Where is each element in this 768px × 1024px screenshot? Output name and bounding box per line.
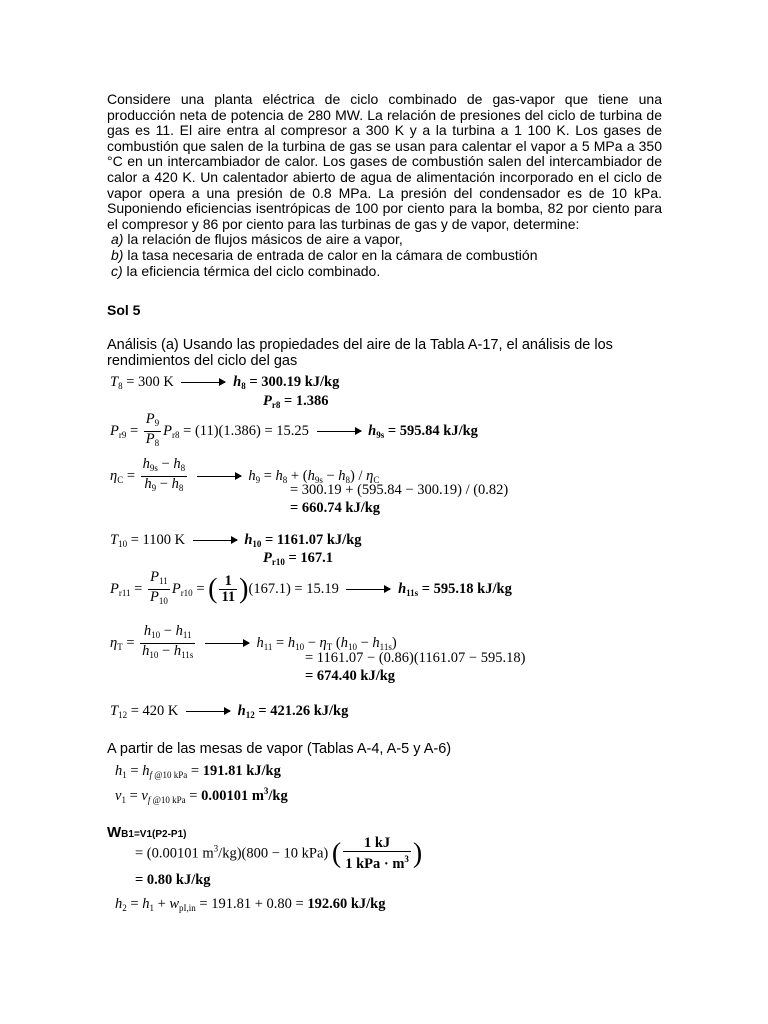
equation-h9-calc: = 300.19 + (595.84 − 300.19) / (0.82)	[290, 482, 509, 498]
problem-item-a: a) la relación de flujos másicos de aire a vapor,	[111, 231, 403, 248]
equation-h1: $h_1 = h_{f @10 kPa} = 191.81$ kJ/kg	[115, 763, 281, 780]
equation-t8: $T_8 = 300$ K $h_8 = 300.19$ kJ/kg	[110, 374, 340, 391]
equation-h9-result: = 660.74 kJ/kg	[290, 500, 381, 516]
equation-pr8: $P_{r8} = 1.386$	[263, 393, 329, 410]
problem-paragraph: Considere una planta eléctrica de ciclo combinado de gas-vapor que tiene una producción neta de potencia de 280 MW. La relación de presiones del ciclo de turbina de gas es 11. El aire entra al compresor a 300 K y a la turbina a 1 100 K. Los gases de combustión que salen de la turbina de gas se usan para calentar el vapor a 5 MPa a 350 °C en un intercambiador de calor. Los gases de combustión salen del intercambiador de calor a 420 K. Un calentador abierto de agua de alimentación incorporado en el ciclo de vapor opera a una presión de 0.8 MPa. La presión del condensador es de 10 kPa. Suponiendo eficiencias isentrópicas de 100 por ciento para la bomba, 82 por ciento para el compresor y 86 por ciento para las turbinas de gas y de vapor, determine:	[107, 91, 662, 232]
equation-pr9: $P_{r9}$ = $\frac{P_9}{P_8}$ $P_{r8} = (11)(1.386) = 15.25$ $h_{9s} = 595.84$ kJ/kg	[110, 411, 478, 448]
equation-t12: $T_{12} = 420$ K $h_{12} = 421.26$ kJ/kg	[110, 703, 349, 720]
equation-eta-t: $\eta_T$ = $\frac{h_{10} - h_{11}}{h_{10} - h_{11s}}$ $h_{11} = h_{10} - \eta_T$ $(h_{10} - h_{11s})$	[110, 623, 397, 660]
equation-pr11: $P_{r11}$ = $\frac{P_{11}}{P_{10}}$ $P_{r10}$ = ( $\frac{1}{11}$ )(167.1) = 15.19 $h_{11s} = 595.18$ kJ/kg	[110, 569, 512, 606]
equation-h11-result: = 674.40 kJ/kg	[305, 668, 396, 684]
equation-wb-result: = 0.80 kJ/kg	[135, 872, 211, 888]
equation-h2: $h_2 = h_1 + w_{pI,in} = 191.81 + 0.80 = 192.60$ kJ/kg	[115, 896, 386, 913]
pump-work-label: WB1=V1(P2-P1)	[107, 824, 187, 841]
equation-wb-calc: = (0.00101 $m^3/kg)(800 - 10$ kPa) ( $\frac{1 kJ}{1 kPa \cdot m^3}$ )	[135, 835, 423, 872]
equation-eta-c: $\eta_C$ = $\frac{h_{9s} - h_8}{h_9 - h_8}$ $h_9 = h_8 + (h_{9s} - h_8) / \eta_C$	[110, 456, 380, 493]
problem-item-b: b) la tasa necesaria de entrada de calor en la cámara de combustión	[111, 246, 538, 263]
equation-t10: $T_{10} = 1100$ K $h_{10} = 1161.07$ kJ/kg	[110, 532, 362, 549]
steam-tables-intro: A partir de las mesas de vapor (Tablas A-4, A-5 y A-6)	[107, 741, 452, 757]
solution-heading: Sol 5	[107, 302, 141, 318]
equation-pr10: $P_{r10} = 167.1$	[263, 550, 333, 567]
equation-h11-calc: = 1161.07 − (0.86)(1161.07 − 595.18)	[305, 650, 526, 666]
equation-v1: $v_1 = v_{f @10 kPa} = 0.00101$ $m^3/kg$	[115, 786, 288, 805]
problem-statement	[107, 92, 662, 279]
analysis-intro: Análisis (a) Usando las propiedades del aire de la Tabla A-17, el análisis de los rendimientos del ciclo del gas	[107, 337, 613, 369]
problem-item-c: c) la eficiencia térmica del ciclo combinado.	[111, 262, 381, 279]
